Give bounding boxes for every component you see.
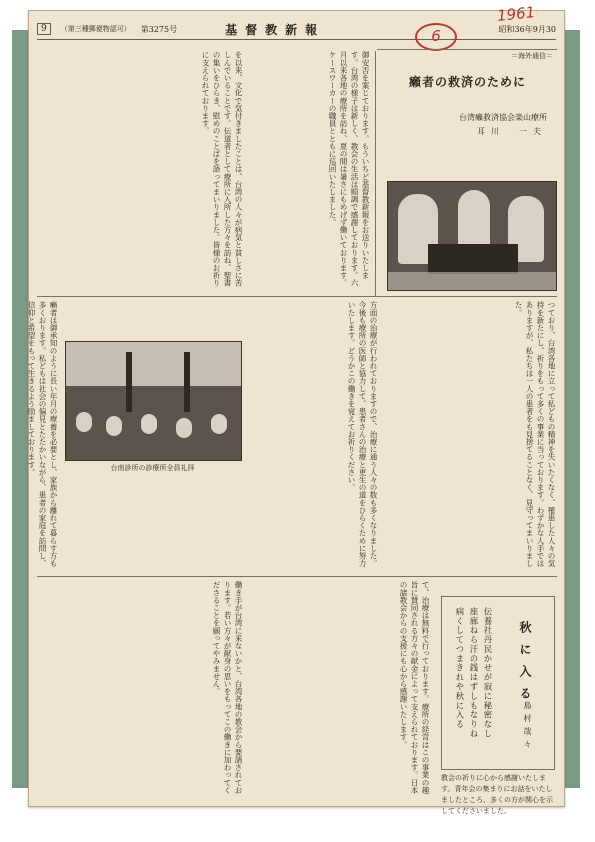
handwritten-year: 1961	[496, 3, 537, 25]
article-column: て、治療は無料で行っております。療所の経営はこの事業の趣旨に賛同される方々の献金によって支えられております。日本の諸教会からの支援にも心から感謝いたします。	[399, 581, 430, 794]
poem-line: 座廊ねら汗の銭はずしもなりね	[469, 607, 479, 739]
poem-author: 島村哉々	[523, 701, 532, 753]
handwritten-circled-number: 6	[415, 23, 457, 51]
issue-number: 第3275号	[140, 24, 178, 34]
poem-title: 秋に入る	[518, 621, 532, 709]
article-column: 御安否を案じております。もういちど基督教新報をお送りいたします。台湾の様子は新しく、教会の生活は順調で感謝しております。六月以来各地の療所を訪ね、夏の間は暑さにもめげず働いております。ケースワーカーの職員とともに巡回いたしました。	[328, 51, 370, 287]
section-tag: ＝海外通信＝	[511, 52, 553, 60]
page-number: 9	[37, 23, 51, 35]
masthead	[37, 19, 556, 40]
author-name: 耳川 一夫	[477, 127, 547, 136]
divider	[37, 576, 557, 577]
divider	[377, 49, 557, 50]
issue-date: 昭和36年9月30	[498, 24, 556, 34]
author-affiliation: 台湾癩救済協会楽山療所	[459, 113, 547, 122]
photo-surgery	[387, 181, 557, 291]
article-column: を以来、文化で気付きましたことは、台湾の人々が病気と貧しさに苦しんでいることです。伝道者として療所に入所した方々を訪ね、聖書の集いをひらき、慰めのことばを語ってまいりました。皆様のお祈りに支えられております。	[201, 51, 243, 287]
article-column: 教会の祈りに心から感謝いたします。青年会の集まりにお話をいたしましたところ、多くの方が関心を示してくださいました。	[441, 774, 553, 815]
divider	[375, 51, 376, 296]
photo-worship	[65, 341, 242, 461]
poem-body	[453, 607, 495, 757]
article-headline: 癩者の救済のために	[409, 75, 527, 89]
poem-line: 病くしてつまきれや秋に入る	[455, 607, 465, 730]
paper-title: 基督教新報	[225, 22, 326, 37]
article-column: つており、台湾各地に立って私どもの精神を失いたくなく、罹患した人々の気持を新たにし、祈りをもって多くの事業に当っております。わずかな人手ではありますが、私たちは一人の患者をも見捨てることなく、見守ってまいりました。	[514, 301, 556, 567]
article-column: 方面の治療が行われておりますので、治療に通う人々の数も多くなりました。今後も療所の医師と協力して、患者さんの治療と更生の道をひらくために努力いたします。どうかこの働きを覚えてお祈りください。	[347, 301, 378, 567]
divider	[37, 296, 557, 297]
poem-line: 伝養社丹民かせが寂に秘密なし	[483, 607, 493, 739]
newspaper-clipping	[27, 3, 565, 815]
photo-caption: 台南診所の診療所全員礼拝	[110, 464, 195, 472]
article-column: 働き手が台湾に来ないかと、台湾各地の教会から要請されております。若い方々が献身の思いをもってこの働きに加わってくださることを願ってやみません。	[212, 581, 243, 794]
byline	[399, 111, 547, 139]
registration-note: （第三種郵便物認可）	[60, 25, 131, 33]
article-column: 癩者は御承知のように長い年月の療養を必要とし、家族から離れて暮らす方も多くおります。私どもは社会の偏見とたたかいながら、患者の家庭を訪問し、信仰と希望をもって生きるよう励ましております。	[27, 301, 58, 567]
